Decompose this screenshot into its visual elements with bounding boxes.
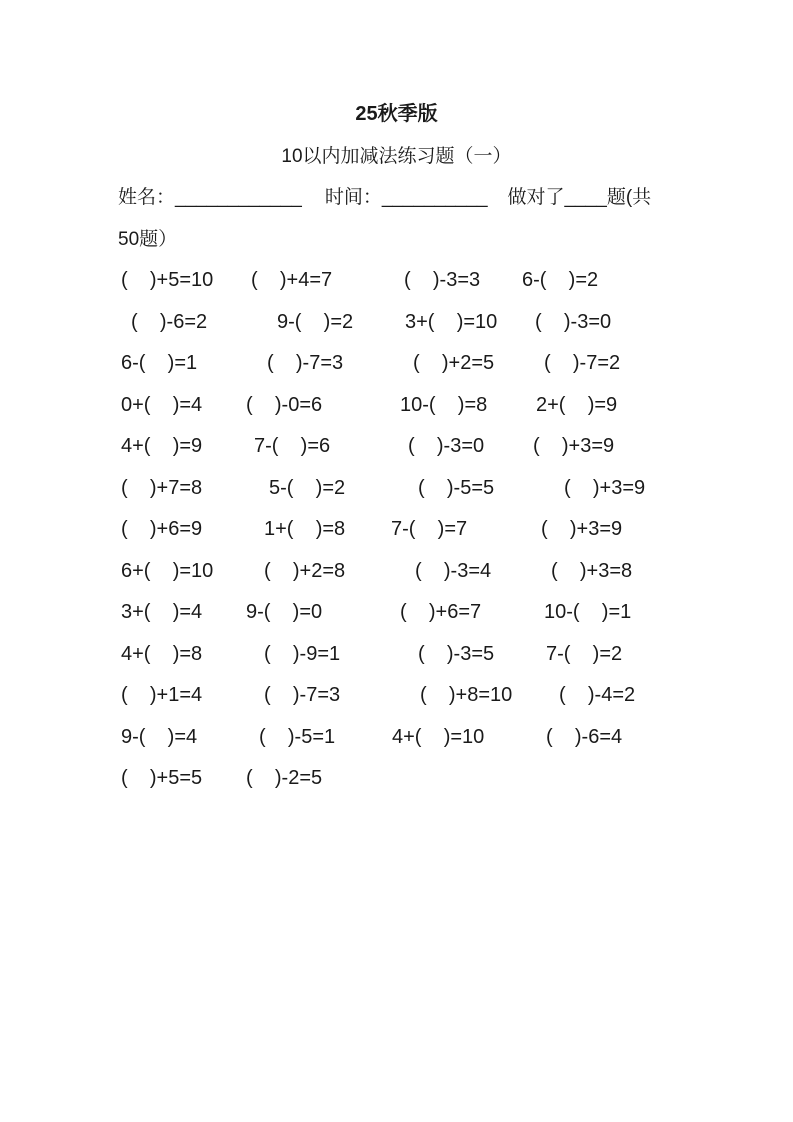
problem: ( )-5=5 [418,476,495,499]
time-blank: __________ [381,187,488,208]
problem: 1+( )=8 [264,518,346,540]
problem: 3+( )=10 [405,310,498,333]
time-label: 时间： [324,187,382,208]
problem: 4+( )=9 [121,435,203,457]
problem: ( )+2=8 [264,559,346,582]
problem: ( )+1=4 [121,684,203,706]
problem-row [0,634,793,676]
problem: 3+( )=4 [121,601,203,623]
problem: ( )-6=2 [131,310,208,333]
problem: 4+( )=10 [392,725,485,748]
problem: 5-( )=2 [269,476,346,499]
problem-row [0,260,793,302]
total-count-line: 50题） [118,228,178,250]
problem: ( )+2=5 [413,352,495,374]
problem: ( )-3=0 [535,310,612,333]
problem: ( )+3=8 [551,559,633,582]
problem: 9-( )=2 [277,310,354,333]
problem: ( )+5=5 [121,767,203,789]
problem-row [0,302,793,344]
problem: 9-( )=4 [121,725,198,748]
worksheet-title: 10以内加减法练习题（一） [281,145,512,167]
problem: 6-( )=2 [522,269,599,291]
problem: ( )+3=9 [564,476,646,499]
problem: ( )-7=2 [544,352,621,374]
problem: 6+( )=10 [121,559,214,582]
problem: ( )-2=5 [246,767,323,789]
problem: ( )-3=0 [408,435,485,457]
problem-row [0,385,793,427]
problem-row [0,468,793,510]
problem-row [0,592,793,634]
problem: ( )+6=9 [121,518,203,540]
problem: ( )+3=9 [541,518,623,540]
problem: 0+( )=4 [121,393,203,416]
problem: 4+( )=8 [121,642,203,665]
problem-row [0,426,793,468]
score-suffix: 题(共 [606,187,652,208]
problem: ( )+4=7 [251,269,333,291]
problem: ( )-5=1 [259,725,336,748]
problem: ( )-9=1 [264,642,341,665]
problem-row [0,675,793,717]
edition-title: 25秋季版 [355,103,438,125]
problem: ( )+5=10 [121,269,214,291]
problem: ( )+6=7 [400,601,482,623]
problem: ( )-0=6 [246,393,323,416]
info-line [0,177,793,219]
problem: ( )+8=10 [420,684,513,706]
problem: ( )-6=4 [546,725,623,748]
problem: ( )+3=9 [533,435,615,457]
problem: 7-( )=6 [254,435,331,457]
score-blank: ____ [564,187,607,208]
problem: ( )-3=5 [418,642,495,665]
problem: ( )-7=3 [267,352,344,374]
problem: 7-( )=7 [391,518,468,540]
problem-row [0,509,793,551]
problem: ( )-3=3 [404,269,481,291]
problem-row [0,343,793,385]
problem: 10-( )=8 [400,393,488,416]
problem: 9-( )=0 [246,601,323,623]
problems-grid [0,260,793,800]
problem: 10-( )=1 [544,601,632,623]
problem: 7-( )=2 [546,642,623,665]
problem: ( )-3=4 [415,559,492,582]
problem: ( )-4=2 [559,684,636,706]
problem: ( )+7=8 [121,476,203,499]
problem-row [0,551,793,593]
name-label: 姓名： [118,187,176,208]
name-blank: ____________ [175,187,302,208]
problem-row [0,717,793,759]
problem: ( )-7=3 [264,684,341,706]
problem: 6-( )=1 [121,352,198,374]
problem-row [0,758,793,800]
problem: 2+( )=9 [536,393,618,416]
score-label: 做对了 [507,187,565,208]
